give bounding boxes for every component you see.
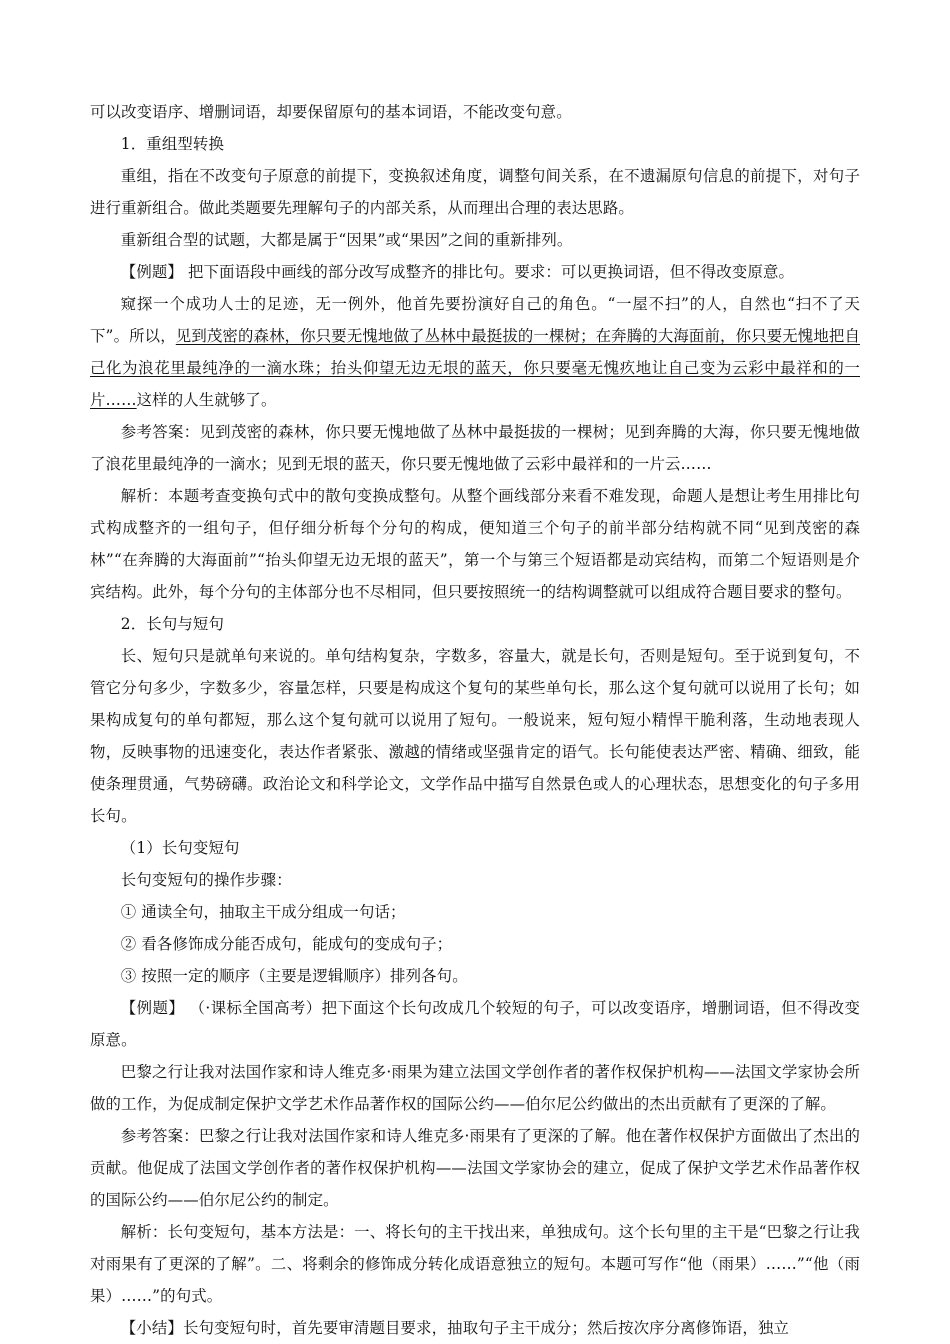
step-item-1: ① 通读全句，抽取主干成分组成一句话；	[120, 903, 406, 921]
section-heading-restructure: 1．重组型转换	[120, 135, 224, 153]
reference-answer: 参考答案：巴黎之行让我对法国作家和诗人维克多·雨果有了更深的了解。他在著作权保护方面做出了杰出的贡献。他促成了法国文学创作者的著作权保护机构——法国文学家协会的建立，促成了保护文学艺术作品著作权的国际公约——伯尔尼公约的制定。	[90, 1127, 860, 1209]
section-heading-long-short: 2．长句与短句	[120, 615, 224, 633]
example-prompt: 【例题】 （·课标全国高考）把下面这个长句改成几个较短的句子，可以改变语序，增删词语，但不得改变原意。	[90, 999, 860, 1049]
example-passage: 巴黎之行让我对法国作家和诗人维克多·雨果为建立法国文学创作者的著作权保护机构——法国文学家协会所做的工作，为促成制定保护文学艺术作品著作权的国际公约——伯尔尼公约做出的杰出贡献有了更深的了解。	[90, 1063, 860, 1113]
reference-answer: 参考答案：见到茂密的森林，你只要无愧地做了丛林中最挺拔的一棵树；见到奔腾的大海，你只要无愧地做了浪花里最纯净的一滴水；见到无垠的蓝天，你只要无愧地做了云彩中最祥和的一片云……	[90, 423, 860, 473]
example-passage	[90, 288, 860, 416]
example-prompt: 【例题】 把下面语段中画线的部分改写成整齐的排比句。要求：可以更换词语，但不得改变原意。	[120, 263, 795, 281]
passage-intro: 窥探一个成功人士的足迹，无一例外，他首先要扮演好自己的角色。“一屋不扫”的人，自然也“扫不了天下”。所以，	[90, 295, 860, 345]
underlined-passage: 见到茂密的森林，你只要无愧地做了丛林中最挺拔的一棵树；在奔腾的大海面前，你只要无愧地把自己化为浪花里最纯净的一滴水珠；抬头仰望无边无垠的蓝天，你只要毫无愧疚地让自己变为云彩中最祥和的一片……	[90, 327, 860, 409]
subsection-heading: （1）长句变短句	[120, 839, 240, 857]
body-paragraph: 长句变短句的操作步骤：	[120, 871, 292, 889]
analysis-paragraph: 解析：长句变短句，基本方法是：一、将长句的主干找出来，单独成句。这个长句里的主干是“巴黎之行让我对雨果有了更深的了解”。二、将剩余的修饰成分转化成语意独立的短句。本题可写作“他（雨果）……”“他（雨果）……”的句式。	[90, 1223, 860, 1305]
step-item-2: ② 看各修饰成分能否成句，能成句的变成句子；	[120, 935, 453, 953]
body-paragraph: 重新组合型的试题，大都是属于“因果”或“果因”之间的重新排列。	[120, 231, 573, 249]
analysis-paragraph: 解析：本题考查变换句式中的散句变换成整句。从整个画线部分来看不难发现，命题人是想让考生用排比句式构成整齐的一组句子，但仔细分析每个分句的构成，便知道三个句子的前半部分结构就不同“见到茂密的森林”“在奔腾的大海面前”“抬头仰望无边无垠的蓝天”，第一个与第三个短语都是动宾结构，而第二个短语则是介宾结构。此外，每个分句的主体部分也不尽相同，但只要按照统一的结构调整就可以组成符合题目要求的整句。	[90, 487, 860, 601]
body-paragraph: 重组，指在不改变句子原意的前提下，变换叙述角度，调整句间关系，在不遗漏原句信息的前提下，对句子进行重新组合。做此类题要先理解句子的内部关系，从而理出合理的表达思路。	[90, 167, 860, 217]
step-item-3: ③ 按照一定的顺序（主要是逻辑顺序）排列各句。	[120, 967, 468, 985]
summary-paragraph: 【小结】长句变短句时，首先要审清题目要求，抽取句子主干成分；然后按次序分离修饰语，独立	[120, 1319, 790, 1337]
document-body	[90, 96, 860, 1344]
continuation-paragraph: 可以改变语序、增删词语，却要保留原句的基本词语，不能改变句意。	[90, 103, 572, 121]
passage-ending: 这样的人生就够了。	[136, 391, 277, 409]
body-paragraph: 长、短句只是就单句来说的。单句结构复杂，字数多，容量大，就是长句，否则是短句。至于说到复句，不管它分句多少，字数多少，容量怎样，只要是构成这个复句的某些单句长，那么这个复句就可以说用了长句；如果构成复句的单句都短，那么这个复句就可以说用了短句。一般说来，短句短小精悍干脆利落，生动地表现人物，反映事物的迅速变化，表达作者紧张、激越的情绪或坚强肯定的语气。长句能使表达严密、精确、细致，能使条理贯通，气势磅礴。政治论文和科学论文，文学作品中描写自然景色或人的心理状态，思想变化的句子多用长句。	[90, 647, 860, 825]
